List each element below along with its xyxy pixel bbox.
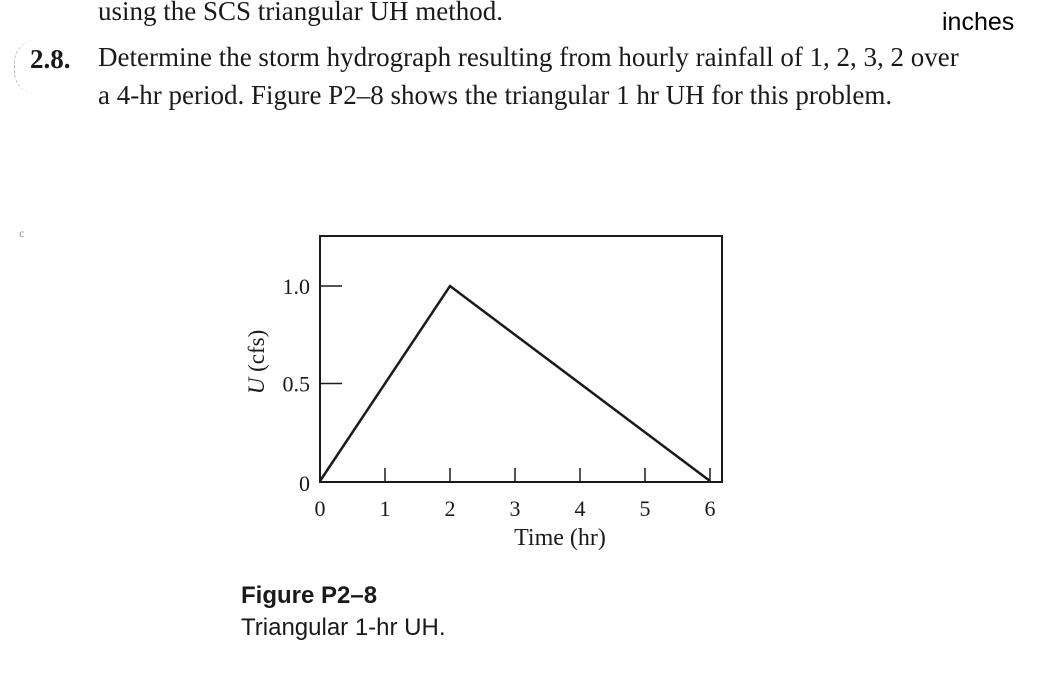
x-tick-label: 6 [704, 496, 716, 521]
figure-title: Figure P2–8 [241, 582, 378, 609]
y-axis-label [244, 330, 269, 395]
intro-line: using the SCS triangular UH method. [98, 0, 503, 26]
x-tick-label: 0 [314, 496, 326, 521]
x-tick-label: 2 [444, 496, 456, 521]
y-axis-label-unit: (cfs) [244, 329, 269, 378]
y-tick-label: 0.5 [282, 371, 310, 397]
x-tick-label: 3 [509, 496, 521, 521]
y-axis-label-group [244, 330, 269, 395]
uh-series-line [320, 286, 710, 481]
y-tick-label: 0 [299, 471, 310, 496]
problem-text-line-1: Determine the storm hydrograph resulting from hourly rainfall of 1, 2, 3, 2 over [98, 42, 959, 72]
x-axis-ticks [315, 468, 716, 521]
series-layer [320, 286, 710, 481]
x-tick-label: 1 [379, 496, 391, 521]
problem-number: 2.8. [30, 44, 71, 74]
y-axis-label-symbol: U [244, 377, 269, 395]
x-tick-label: 4 [574, 496, 586, 521]
x-axis-label: Time (hr) [514, 525, 606, 551]
margin-speck: c [19, 226, 25, 240]
figure-caption: Triangular 1-hr UH. [241, 614, 446, 641]
x-tick-label: 5 [639, 496, 651, 521]
handwritten-annotation: inches [942, 8, 1015, 36]
problem-text-line-2: a 4-hr period. Figure P2–8 shows the triangular 1 hr UH for this problem. [98, 80, 893, 110]
y-tick-label: 1.0 [282, 274, 310, 299]
